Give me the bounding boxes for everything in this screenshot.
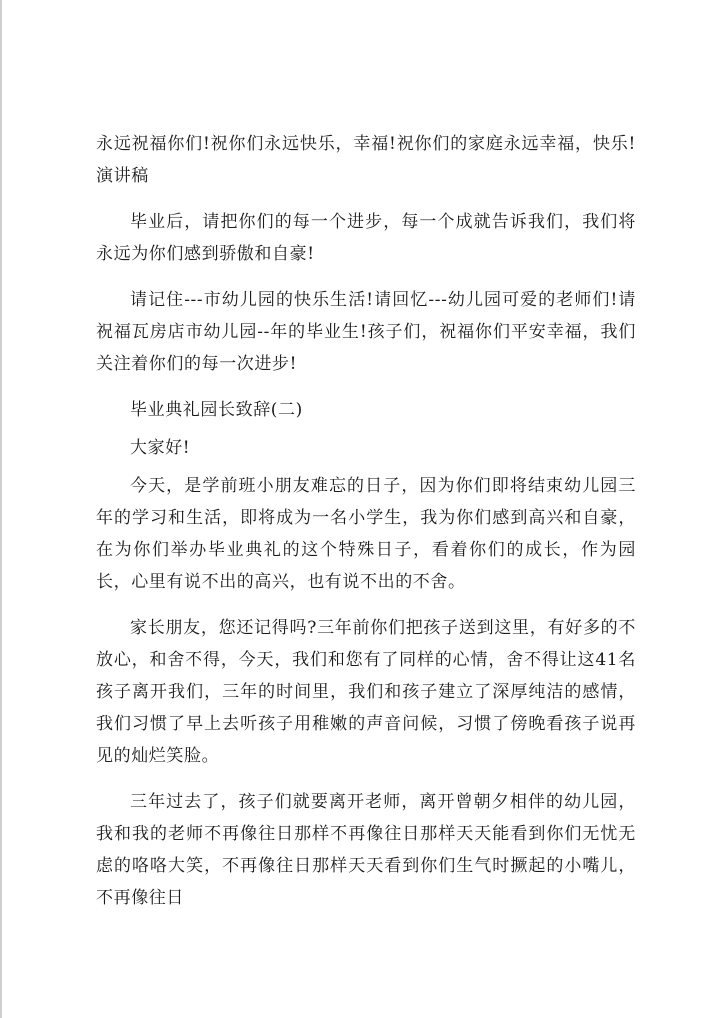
paragraph-closing-wishes: 永远祝福你们!祝你们永远快乐，幸福!祝你们的家庭永远幸福，快乐!演讲稿 [96, 134, 636, 186]
greeting: 大家好! [130, 438, 191, 458]
paragraph-remember: 请记住---市幼儿园的快乐生活!请回忆---幼儿园可爱的老师们!请祝福瓦房店市幼儿园--年的毕业生!孩子们，祝福你们平安幸福，我们关注着你们的每一次进步! [96, 290, 636, 374]
document-body [96, 128, 636, 928]
section-heading: 毕业典礼园长致辞(二) [130, 400, 303, 420]
page-edge-divider [0, 0, 2, 1018]
paragraph-progress-request: 毕业后，请把你们的每一个进步，每一个成就告诉我们，我们将永远为你们感到骄傲和自豪! [96, 212, 636, 264]
paragraph-today: 今天，是学前班小朋友难忘的日子，因为你们即将结束幼儿园三年的学习和生活，即将成为一名小学生，我为你们感到高兴和自豪，在为你们举办毕业典礼的这个特殊日子，看着你们的成长，作为园长，心里有说不出的高兴，也有说不出的不舍。 [96, 476, 636, 592]
paragraph-three-years: 三年过去了，孩子们就要离开老师，离开曾朝夕相伴的幼儿园，我和我的老师不再像往日那样不再像往日那样天天能看到你们无忧无虑的咯咯大笑，不再像往日那样天天看到你们生气时撅起的小嘴儿，不再像往日 [96, 792, 636, 908]
paragraph-parents: 家长朋友，您还记得吗?三年前你们把孩子送到这里，有好多的不放心，和舍不得，今天，我们和您有了同样的心情，舍不得让这41名孩子离开我们，三年的时间里，我们和孩子建立了深厚纯洁的感情，我们习惯了早上去听孩子用稚嫩的声音问候，习惯了傍晚看孩子说再见的灿烂笑脸。 [96, 618, 636, 766]
